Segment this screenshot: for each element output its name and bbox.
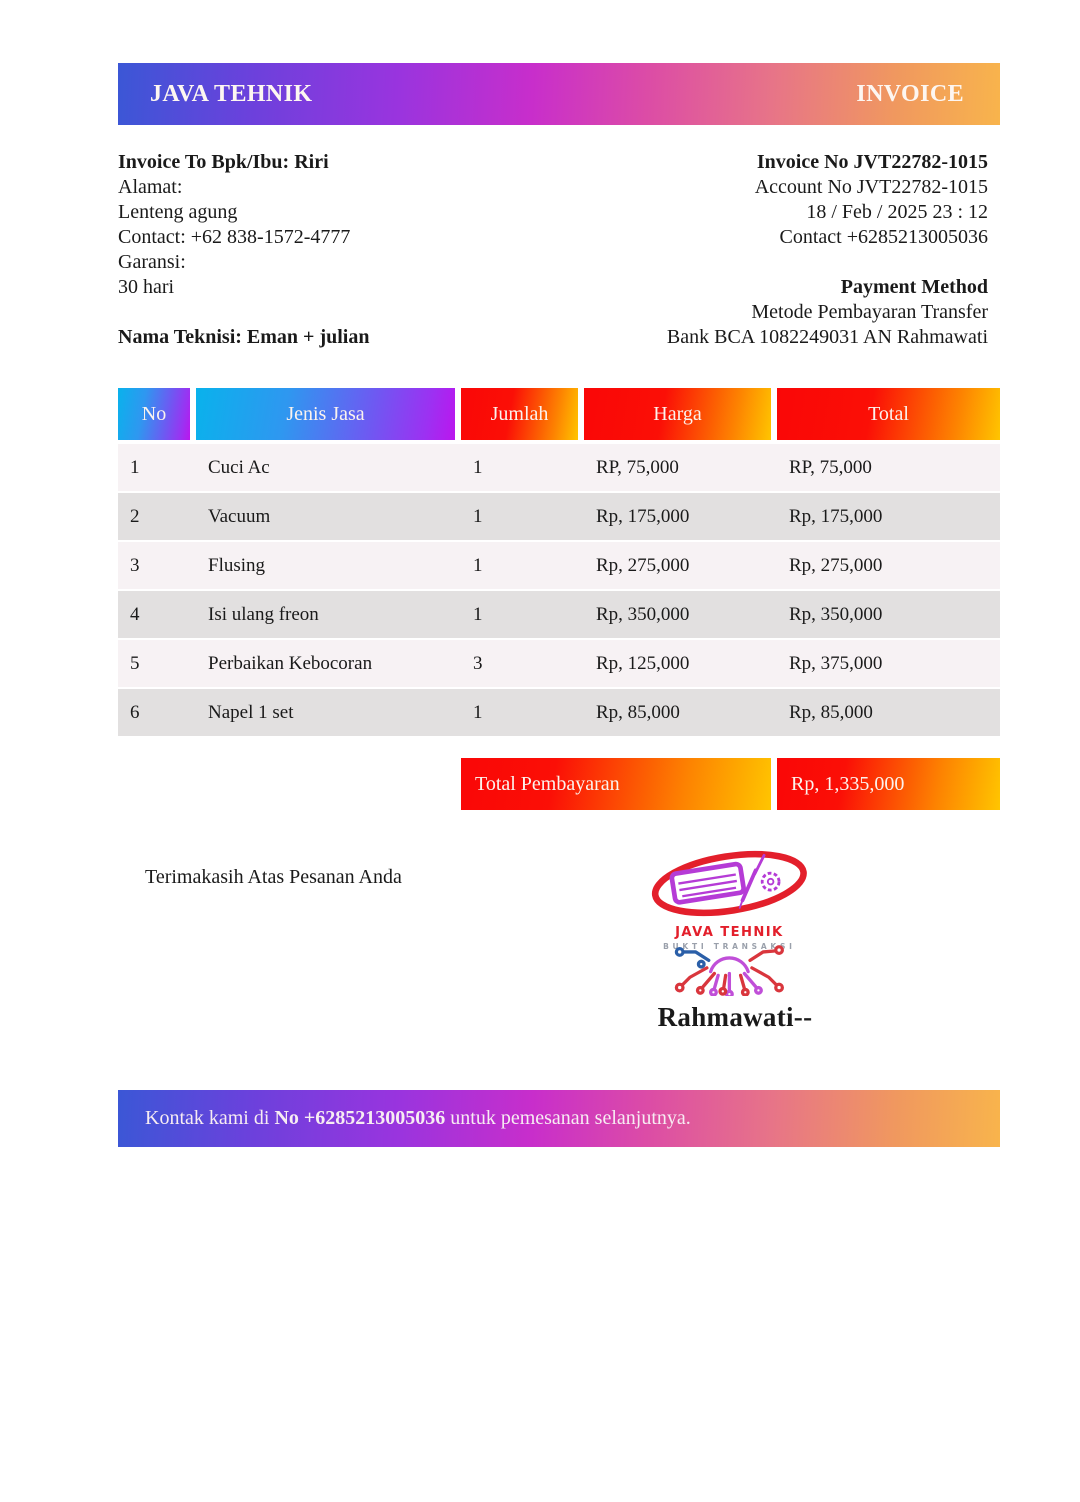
bill-to-alamat-value: Lenteng agung — [118, 201, 238, 223]
invoice-title: INVOICE — [856, 80, 964, 107]
cell-jumlah: 1 — [473, 702, 483, 723]
col-header-total: Total — [777, 388, 1000, 440]
bill-to-alamat-label: Alamat: — [118, 176, 183, 198]
cell-jumlah: 3 — [473, 653, 483, 674]
cell-total: Rp, 85,000 — [789, 702, 873, 723]
table-row — [118, 689, 1000, 736]
logo-brand-text: JAVA TEHNIK — [675, 925, 784, 940]
cell-jumlah: 1 — [473, 604, 483, 625]
contact-prefix: Kontak kami di — [145, 1107, 275, 1129]
table-row — [118, 640, 1000, 687]
slash-mark — [755, 855, 764, 874]
circuit-traces-icon — [676, 947, 782, 996]
cell-harga: Rp, 275,000 — [596, 555, 690, 576]
gear-icon — [762, 873, 779, 890]
bill-to-garansi-value: 30 hari — [118, 276, 175, 298]
cell-jenis: Isi ulang freon — [208, 604, 319, 625]
company-logo — [625, 846, 845, 996]
bill-to-block — [118, 150, 369, 350]
thank-you-note: Terimakasih Atas Pesanan Anda — [145, 866, 402, 888]
contact-banner — [118, 1090, 1000, 1147]
cell-harga: Rp, 125,000 — [596, 653, 690, 674]
account-number: Account No JVT22782-1015 — [754, 176, 988, 198]
cell-no: 2 — [130, 506, 140, 527]
cell-harga: Rp, 85,000 — [596, 702, 680, 723]
logo-subtitle-text: BUKTI TRANSAKSI — [663, 942, 796, 952]
payment-method: Metode Pembayaran Transfer — [751, 301, 988, 323]
cell-jumlah: 1 — [473, 506, 483, 527]
grand-total-row — [118, 758, 1000, 810]
cell-jenis: Cuci Ac — [208, 457, 270, 478]
cell-jenis: Perbaikan Kebocoran — [208, 653, 373, 674]
invoice-contact: Contact +6285213005036 — [779, 226, 988, 248]
cell-no: 6 — [130, 702, 140, 723]
invoice-number: Invoice No JVT22782-1015 — [756, 151, 988, 173]
brand-title: JAVA TEHNIK — [150, 80, 313, 107]
col-header-no: No — [118, 388, 190, 440]
payment-method-title: Payment Method — [840, 276, 988, 298]
cell-no: 1 — [130, 457, 140, 478]
grand-total-value: Rp, 1,335,000 — [777, 758, 1000, 810]
cell-jumlah: 1 — [473, 555, 483, 576]
invoice-table — [118, 388, 1000, 738]
spacer — [667, 250, 988, 275]
bill-to-title: Invoice To Bpk/Ibu: Riri — [118, 151, 329, 173]
bank-account: Bank BCA 1082249031 AN Rahmawati — [666, 326, 988, 348]
contact-number: No +6285213005036 — [274, 1107, 446, 1129]
invoice-info-section — [118, 150, 1000, 350]
grand-total-label: Total Pembayaran — [461, 758, 771, 810]
bill-to-garansi-label: Garansi: — [118, 251, 186, 273]
invoice-datetime: 18 / Feb / 2025 23 : 12 — [806, 201, 988, 223]
cell-jenis: Napel 1 set — [208, 702, 294, 723]
cell-total: Rp, 275,000 — [789, 555, 883, 576]
cell-harga: Rp, 175,000 — [596, 506, 690, 527]
table-header-row — [118, 388, 1000, 440]
cell-jenis: Flusing — [208, 555, 266, 576]
cell-total: Rp, 175,000 — [789, 506, 883, 527]
table-row — [118, 493, 1000, 540]
cell-total: Rp, 375,000 — [789, 653, 883, 674]
cell-jumlah: 1 — [473, 457, 483, 478]
company-stamp-block — [560, 846, 910, 1033]
table-row — [118, 591, 1000, 638]
cell-total: RP, 75,000 — [789, 457, 872, 478]
cell-no: 5 — [130, 653, 140, 674]
col-header-jenis: Jenis Jasa — [196, 388, 455, 440]
header-banner — [118, 63, 1000, 125]
cell-jenis: Vacuum — [208, 506, 271, 527]
signature: Rahmawati-- — [657, 1002, 813, 1032]
technician-line: Nama Teknisi: Eman + julian — [118, 326, 370, 348]
bill-to-contact: Contact: +62 838-1572-4777 — [118, 226, 351, 248]
invoice-meta-block — [667, 150, 1000, 350]
cell-harga: Rp, 350,000 — [596, 604, 690, 625]
cell-total: Rp, 350,000 — [789, 604, 883, 625]
col-header-harga: Harga — [584, 388, 771, 440]
contact-suffix: untuk pemesanan selanjutnya. — [445, 1107, 691, 1129]
table-row — [118, 542, 1000, 589]
cell-harga: RP, 75,000 — [596, 457, 679, 478]
cell-no: 3 — [130, 555, 140, 576]
col-header-jumlah: Jumlah — [461, 388, 578, 440]
table-row — [118, 444, 1000, 491]
spacer — [118, 300, 369, 325]
contact-banner-text — [145, 1107, 691, 1130]
cell-no: 4 — [130, 604, 140, 625]
